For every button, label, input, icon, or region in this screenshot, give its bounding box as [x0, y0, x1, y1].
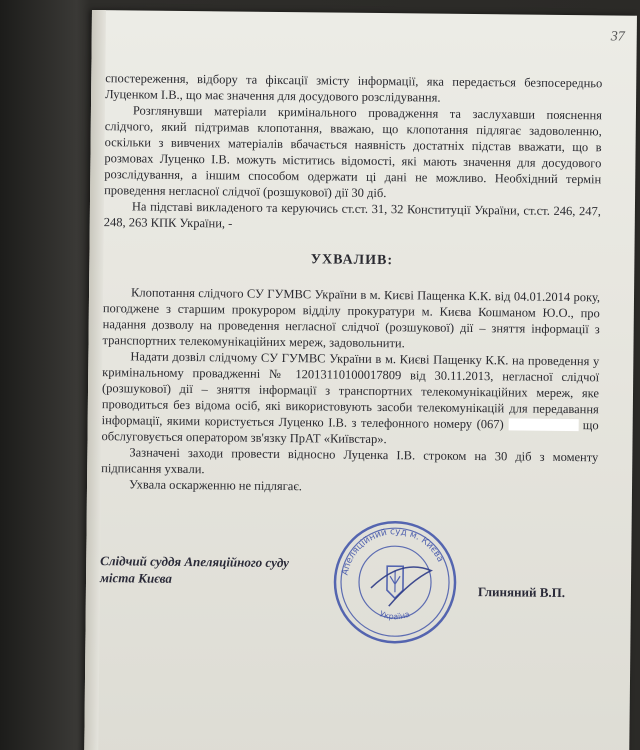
judge-role: [100, 552, 289, 588]
document-body: [101, 70, 602, 497]
paragraph-1: спостереження, відбору та фіксації змісту інформації, яка передається безпосередньо Луценком І.В., що має значення для досудового розслідування.: [105, 71, 603, 105]
page-number: 37: [610, 29, 625, 45]
judge-role-line-1: Слідчий суддя Апеляційного суду: [100, 553, 290, 571]
document-page: [84, 10, 637, 750]
redacted-phone-number: [508, 418, 578, 431]
decision-paragraph-3: Зазначені заходи провести відносно Луценка І.В. строком на 30 діб з моменту підписання ухвали.: [101, 445, 599, 477]
decision-paragraph-2-tail: що обслуговується оператором зв'язку ПрАТ «Київстар».: [101, 418, 599, 447]
svg-text:Україна: [378, 609, 411, 621]
decision-heading: УХВАЛИВ:: [310, 252, 394, 269]
paragraph-2: Розглянувши матеріали кримінального провадження та заслухавши пояснення слідчого, який підтримав клопотання, вважаю, що клопотання підлягає задоволенню, оскільки з вивчених матеріалів вбачається наявність достатніх підстав вважати, що в розмовах Луценко І.В. можуть міститись відомості, які мають значення для досудового розслідування, а іншим способом одержати ці дані не можливо. Необхідний термін проведення негласної слідчої (розшукової) дії 30 діб.: [104, 103, 602, 201]
judge-name: Глиняний В.П.: [477, 584, 566, 600]
seal-outer-text: Апеляційний суд м. Києва: [340, 527, 446, 577]
judge-role-line-2: міста Києва: [99, 570, 172, 586]
paragraph-3: На підставі викладеного та керуючись ст.ст. 31, 32 Конституції України, ст.ст. 246, 247, 248, 263 КПК України, -: [103, 199, 601, 231]
seal-inner-text: Україна: [378, 609, 411, 622]
decision-paragraph-4: Ухвала оскарженню не підлягає.: [128, 477, 302, 494]
decision-paragraph-2-text: Надати дозвіл слідчому СУ ГУМВС України в м. Києві Пащенку К.К. на проведення у кримінальному провадженні № 12013110100017809 від 30.11.2013, негласної слідчої (розшукової) дії – зняття інформації з транспортних телекомунікаційних мереж, яке проводиться без відома осіб, які використовують засоби телекомунікацій для передавання інформації, якими користується Луценко І.В. з телефонного номеру (067): [101, 349, 600, 432]
decision-paragraph-2: [101, 348, 599, 449]
decision-paragraph-1: Клопотання слідчого СУ ГУМВС України в м. Києві Пащенка К.К. від 04.01.2014 року, погоджене з старшим прокурором відділу прокуратури м. Києва Кошманом Ю.О., про надання дозволу на проведення негласної слідчої (розшукової) дії – зняття інформації з транспортних телекомунікаційних мереж, задовольнити.: [102, 285, 601, 351]
court-seal-icon: [330, 518, 459, 647]
